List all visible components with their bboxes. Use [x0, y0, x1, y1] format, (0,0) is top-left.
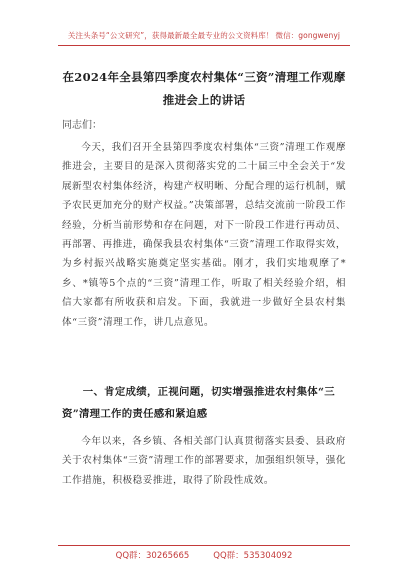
promo-footer [0, 549, 408, 561]
qq-group-2: QQ群：535304092 [213, 551, 293, 561]
header-divider [58, 45, 350, 46]
qq-group-1: QQ群：30265665 [115, 551, 190, 561]
paragraph-intro: 今天，我们召开全县第四季度农村集体“三资”清理工作观摩推进会，主要目的是深入贯彻落实党的二十届三中全会关于“发展新型农村集体经济，构建产权明晰、分配合理的运行机制，赋予农民更加充分的财产权益。”决策部署，总结交流前一阶段工作经验，分析当前形势和存在问题，对下一阶段工作进行再动员、再部署、再推进，确保我县农村集体“三资”清理工作取得实效，为乡村振兴战略实施奠定坚实基础。刚才，我们实地观摩了*乡、*镇等5个点的“三资”清理工作，听取了相关经验介绍，相信大家都有所收获和启发。下面，我就进一步做好全县农村集体“三资”清理工作，讲几点意见。 [62, 142, 346, 328]
footer-divider [58, 545, 350, 546]
document-title: 在2024年全县第四季度农村集体“三资”清理工作观摩推进会上的讲话 [62, 70, 346, 107]
paragraph-section-1: 今年以来，各乡镇、各相关部门认真贯彻落实县委、县政府关于农村集体“三资”清理工作的部署要求，加强组织领导，强化工作措施，积极稳妥推进，取得了阶段性成效。 [62, 436, 346, 486]
wechat-text: 微信：gongwenyj [275, 31, 341, 40]
section-heading-1: 一、肯定成绩，正视问题，切实增强推进农村集体“三资”清理工作的责任感和紧迫感 [62, 386, 335, 420]
promo-text: 关注头条号“公文研究”，获得最新最全最专业的公文资料库！ [67, 31, 274, 40]
salutation: 同志们： [62, 120, 102, 131]
promo-header [0, 30, 408, 41]
